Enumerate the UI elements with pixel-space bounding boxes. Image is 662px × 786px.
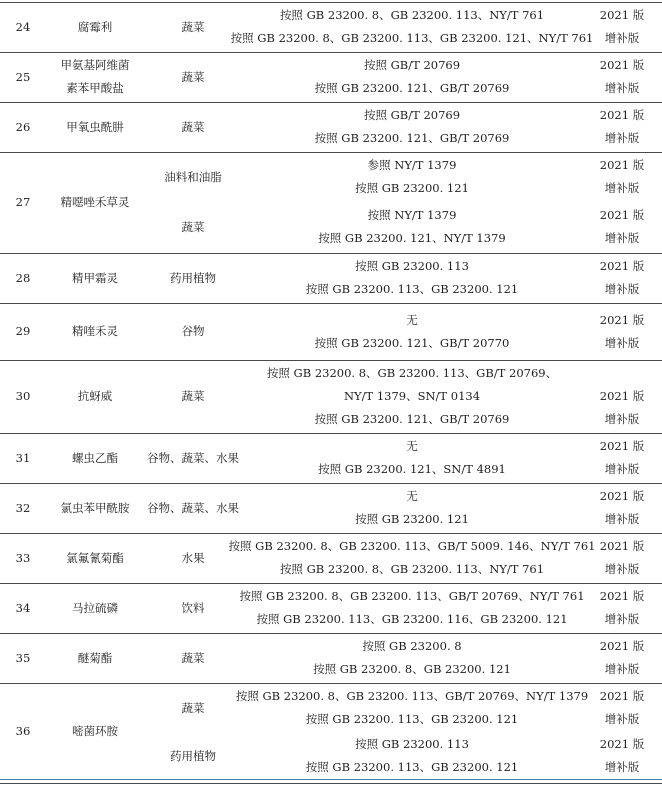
pesticide-name: 抗蚜威 <box>77 389 113 403</box>
table-bottom-rule-inner <box>0 783 662 784</box>
version-label: 2021 版 <box>599 208 645 222</box>
table-bottom-rule <box>0 779 662 780</box>
method-supplement: 按照 GB 23200. 113、GB 23200. 121 <box>305 712 519 726</box>
method-supplement: 按照 GB 23200. 8、GB 23200. 121 <box>313 662 511 676</box>
version-label: 2021 版 <box>599 489 645 503</box>
method-2021: 按照 GB 23200. 113 <box>355 259 469 273</box>
version-label: 增补版 <box>604 131 640 145</box>
version-label: 2021 版 <box>599 158 645 172</box>
method-supplement: 按照 GB 23200. 121、GB/T 20769 <box>314 412 510 426</box>
version-label: 增补版 <box>604 336 640 350</box>
version-label: 增补版 <box>604 181 640 195</box>
food-category: 蔬菜 <box>181 219 205 234</box>
version-label: 增补版 <box>604 760 640 774</box>
method-2021: 按照 GB 23200. 8、GB 23200. 113、GB/T 5009. 146、NY/T 761 <box>228 539 596 553</box>
method-supplement: 按照 GB 23200. 121、GB/T 20769 <box>314 81 510 95</box>
version-label: 增补版 <box>604 31 640 45</box>
method-2021: 按照 GB 23200. 8、GB 23200. 113、GB/T 20769、 <box>266 366 558 380</box>
pesticide-name: 螺虫乙酯 <box>72 450 118 465</box>
version-label: 2021 版 <box>599 313 645 327</box>
method-supplement: 按照 GB 23200. 121、NY/T 1379 <box>318 231 506 245</box>
version-label: 2021 版 <box>599 737 645 751</box>
food-category: 谷物、蔬菜、水果 <box>147 450 239 465</box>
version-label: 2021 版 <box>599 8 645 22</box>
method-supplement: 按照 GB 23200. 121 <box>355 181 469 195</box>
version-label: 2021 版 <box>599 639 645 653</box>
method-supplement: 按照 GB 23200. 8、GB 23200. 113、GB 23200. 121、NY/T 761 <box>230 31 594 45</box>
method-supplement: 按照 GB 23200. 121、SN/T 4891 <box>318 462 506 476</box>
food-category: 谷物 <box>181 324 205 338</box>
row-number: 36 <box>15 723 31 738</box>
food-category: 蔬菜 <box>181 650 205 665</box>
method-supplement: 按照 GB 23200. 113、GB 23200. 121 <box>305 760 519 774</box>
pesticide-name: 精噁唑禾草灵 <box>60 195 130 209</box>
row-number: 28 <box>15 270 31 285</box>
method-2021: 按照 GB/T 20769 <box>363 108 461 122</box>
version-label: 增补版 <box>604 712 640 726</box>
method-2021: 无 <box>406 489 418 503</box>
method-supplement: 按照 GB 23200. 113、GB 23200. 121 <box>305 282 519 296</box>
food-category: 蔬菜 <box>181 389 205 403</box>
row-number: 30 <box>15 389 31 403</box>
row-number: 34 <box>15 600 31 615</box>
food-category: 蔬菜 <box>181 700 205 715</box>
row-number: 32 <box>15 500 31 515</box>
method-supplement: 按照 GB 23200. 8、GB 23200. 113、NY/T 761 <box>279 562 545 576</box>
method-2021: 按照 GB 23200. 8 <box>362 639 462 653</box>
version-label: 2021 版 <box>599 108 645 122</box>
pesticide-name: 精喹禾灵 <box>72 324 118 338</box>
version-label: 增补版 <box>604 662 640 676</box>
method-2021-cont: NY/T 1379、SN/T 0134 <box>343 389 481 403</box>
row-number: 29 <box>15 324 31 338</box>
version-label: 2021 版 <box>599 439 645 453</box>
food-category: 水果 <box>181 550 205 565</box>
row-separator <box>0 52 662 53</box>
method-supplement: 按照 GB 23200. 113、GB 23200. 116、GB 23200. 121 <box>256 612 568 626</box>
version-label: 增补版 <box>604 462 640 476</box>
food-category: 油料和油脂 <box>164 169 222 184</box>
version-label: 增补版 <box>604 231 640 245</box>
method-2021: 按照 GB 23200. 8、GB 23200. 113、GB/T 20769、NY/T 1379 <box>235 689 589 703</box>
food-category: 药用植物 <box>170 748 216 763</box>
method-supplement: 按照 GB 23200. 121、GB/T 20769 <box>314 131 510 145</box>
pesticide-name-line1: 甲氨基阿维菌 <box>60 58 130 72</box>
pesticide-name: 腐霉利 <box>77 19 113 34</box>
method-2021: 无 <box>406 439 418 453</box>
version-label: 增补版 <box>604 612 640 626</box>
food-category: 谷物、蔬菜、水果 <box>147 500 239 515</box>
method-2021: 按照 NY/T 1379 <box>367 208 457 222</box>
pesticide-name: 氯虫苯甲酰胺 <box>60 500 130 515</box>
version-label: 增补版 <box>604 562 640 576</box>
row-number: 26 <box>15 119 31 134</box>
version-label: 增补版 <box>604 282 640 296</box>
version-label: 2021 版 <box>599 259 645 273</box>
pesticide-name: 醚菊酯 <box>77 650 113 665</box>
pesticide-name-line2: 素苯甲酸盐 <box>66 81 124 95</box>
version-label: 增补版 <box>604 412 640 426</box>
method-2021: 无 <box>406 313 418 327</box>
method-2021: 按照 GB 23200. 8、GB 23200. 113、NY/T 761 <box>279 8 545 22</box>
food-category: 药用植物 <box>170 270 216 285</box>
version-label: 2021 版 <box>599 539 645 553</box>
pesticide-name: 精甲霜灵 <box>72 270 118 285</box>
method-2021: 参照 NY/T 1379 <box>367 158 457 172</box>
row-number: 35 <box>15 650 31 665</box>
row-number: 27 <box>15 195 31 209</box>
row-number: 25 <box>15 69 31 84</box>
method-2021: 按照 GB/T 20769 <box>363 58 461 72</box>
version-label: 2021 版 <box>599 689 645 703</box>
food-category: 饮料 <box>181 600 205 615</box>
method-supplement: 按照 GB 23200. 121 <box>355 512 469 526</box>
pesticide-name: 氯氟氰菊酯 <box>66 550 124 565</box>
version-label: 2021 版 <box>599 589 645 603</box>
method-2021: 按照 GB 23200. 113 <box>355 737 469 751</box>
pesticide-name: 甲氧虫酰肼 <box>66 119 124 134</box>
pesticide-name: 马拉硫磷 <box>72 600 118 615</box>
row-number: 24 <box>15 19 31 34</box>
method-2021: 按照 GB 23200. 8、GB 23200. 113、GB/T 20769、NY/T 761 <box>239 589 585 603</box>
food-category: 蔬菜 <box>181 69 205 84</box>
pesticide-name: 嘧菌环胺 <box>72 723 118 738</box>
row-number: 31 <box>15 450 31 465</box>
method-supplement: 按照 GB 23200. 121、GB/T 20770 <box>314 336 510 350</box>
food-category: 蔬菜 <box>181 19 205 34</box>
version-label: 增补版 <box>604 81 640 95</box>
version-label: 增补版 <box>604 512 640 526</box>
version-label: 2021 版 <box>599 58 645 72</box>
food-category: 蔬菜 <box>181 119 205 134</box>
version-label: 2021 版 <box>599 389 645 403</box>
row-number: 33 <box>15 550 31 565</box>
